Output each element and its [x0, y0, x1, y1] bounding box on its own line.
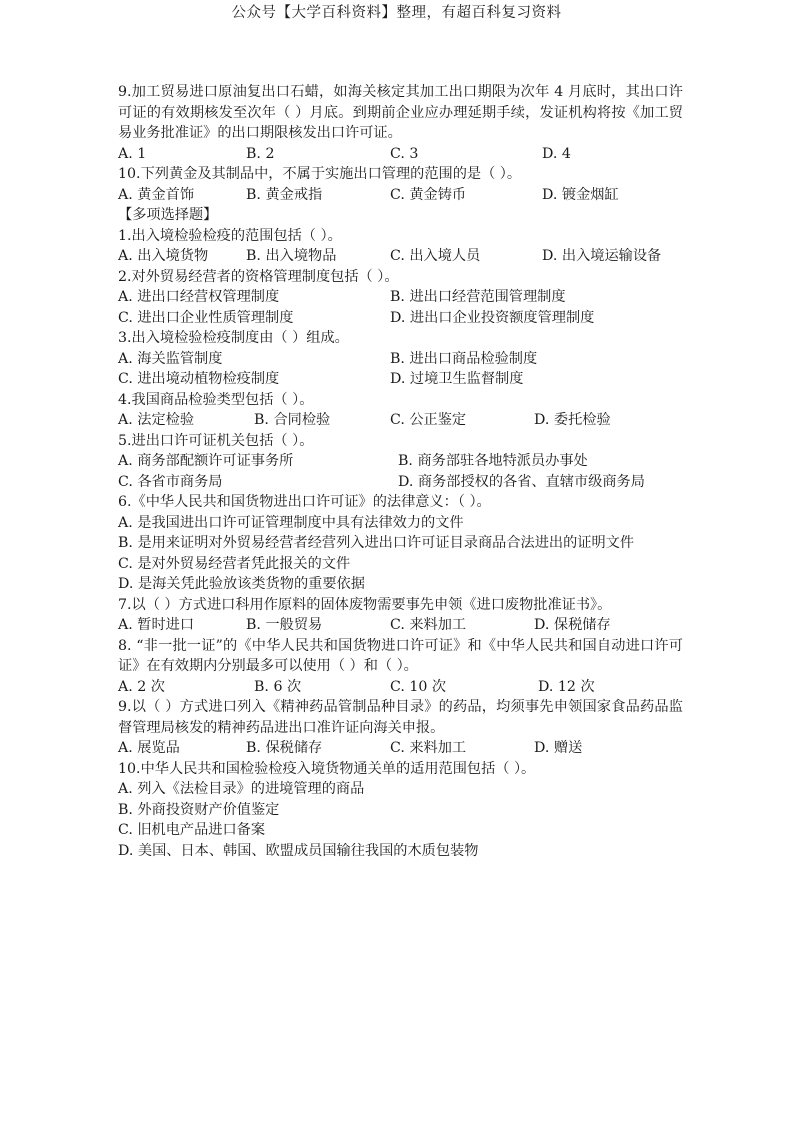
option-a: A. 商务部配额许可证事务所 [118, 453, 294, 469]
option-c: C. 出入境人员 [390, 248, 481, 264]
option-d: D. 保税储存 [534, 617, 611, 633]
option-c: C. 是对外贸易经营者凭此报关的文件 [118, 555, 351, 572]
option-a: A. 2 次 [118, 678, 165, 695]
multi-question-6-stem: 6.《中华人民共和国货物进出口许可证》的法律意义：（ ）。 [118, 494, 491, 510]
option-b: B. 进出口经营范围管理制度 [390, 289, 566, 305]
multi-question-9-stem: 9.以（ ）方式进口列入《精神药品管制品种目录》的药品，均须事先申领国家食品药品监督管理局核发的精神药品进出口准许证向海关申报。 [118, 699, 683, 736]
page-header: 公众号【大学百科资料】整理，有超百科复习资料 [231, 5, 562, 21]
option-d: D. 委托检验 [534, 412, 611, 428]
option-b: B. 出入境物品 [246, 248, 337, 264]
question-9-stem: 9.加工贸易进口原油复出口石蜡，如海关核定其加工出口期限为次年 4 月底时，其出口许可证的有效期核发至次年（ ）月底。到期前企业应办理延期手续，发证机构将按《加工贸易业务批准证》的出口期限核发出口许可证。 [118, 84, 683, 141]
option-c: C. 黄金铸币 [390, 186, 467, 203]
option-d: D. 赠送 [534, 740, 583, 756]
multi-question-4-stem: 4.我国商品检验类型包括（ ）。 [118, 391, 314, 408]
option-b: B. 保税储存 [246, 740, 323, 756]
multi-question-5-options-row1 [118, 451, 683, 472]
option-b: B. 商务部驻各地特派员办事处 [398, 453, 588, 469]
option-d: D. 出入境运输设备 [542, 248, 662, 264]
question-10-options [118, 185, 683, 206]
option-d: D. 是海关凭此验放该类货物的重要依据 [118, 576, 365, 592]
question-content [118, 82, 683, 861]
multi-question-7-options [118, 615, 683, 636]
option-c: C. 各省市商务局 [118, 473, 223, 490]
option-b: B. 进出口商品检验制度 [390, 350, 538, 367]
option-d: D. 进出口企业投资额度管理制度 [390, 309, 595, 326]
option-a: A. 暂时进口 [118, 617, 195, 633]
option-d: D. 镀金烟缸 [542, 186, 619, 203]
option-d: D. 4 [542, 145, 571, 162]
option-b: B. 外商投资财产价值鉴定 [118, 801, 280, 818]
option-a: A. 展览品 [118, 740, 180, 756]
multi-question-9-options [118, 738, 683, 759]
option-a: A. 黄金首饰 [118, 186, 195, 203]
option-a: A. 法定检验 [118, 412, 195, 428]
option-c: C. 3 [390, 145, 419, 162]
option-c: C. 公正鉴定 [390, 412, 467, 428]
option-b: B. 是用来证明对外贸易经营者经营列入进出口许可证目录商品合法进出的证明文件 [118, 535, 635, 551]
multi-question-1-stem: 1.出入境检验检疫的范围包括（ ）。 [118, 227, 342, 244]
option-d: D. 美国、日本、韩国、欧盟成员国输往我国的木质包装物 [118, 842, 479, 859]
question-9-options [118, 144, 683, 165]
multi-question-2-options-row2 [118, 308, 683, 329]
option-d: D. 商务部授权的各省、直辖市级商务局 [398, 473, 645, 490]
option-c: C. 旧机电产品进口备案 [118, 822, 266, 838]
option-a: A. 出入境货物 [118, 248, 209, 264]
multi-question-5-stem: 5.进出口许可证机关包括（ ）。 [118, 432, 314, 449]
multi-question-7-stem: 7.以（ ）方式进口科用作原料的固体废物需要事先申领《进口废物批准证书》。 [118, 596, 612, 613]
option-b: B. 一般贸易 [246, 617, 323, 633]
option-b: B. 6 次 [254, 678, 302, 695]
multi-question-3-stem: 3.出入境检验检疫制度由（ ）组成。 [118, 330, 349, 346]
multi-question-5-options-row2 [118, 472, 683, 493]
section-title: 【多项选择题】 [118, 207, 218, 223]
multi-question-4-options [118, 410, 683, 431]
multi-question-10-stem: 10.中华人民共和国检验检疫入境货物通关单的适用范围包括（ ）。 [118, 760, 536, 777]
option-b: B. 合同检验 [254, 412, 331, 428]
option-a: A. 进出口经营权管理制度 [118, 289, 280, 305]
option-a: A. 1 [118, 145, 147, 162]
option-a: A. 列入《法检目录》的进境管理的商品 [118, 781, 365, 797]
multi-question-1-options [118, 246, 683, 267]
multi-question-2-stem: 2.对外贸易经营者的资格管理制度包括（ ）。 [118, 268, 399, 285]
question-10-stem: 10.下列黄金及其制品中，不属于实施出口管理的范围的是（ ）。 [118, 166, 522, 182]
option-c: C. 进出口企业性质管理制度 [118, 309, 294, 326]
option-b: B. 黄金戒指 [246, 186, 323, 203]
multi-question-2-options-row1 [118, 287, 683, 308]
multi-question-8-options [118, 677, 683, 698]
multi-question-3-options-row1 [118, 349, 683, 370]
option-a: A. 是我国进出口许可证管理制度中具有法律效力的文件 [118, 514, 464, 531]
option-b: B. 2 [246, 145, 275, 162]
multi-question-8-stem: 8. “非一批一证”的《中华人民共和国货物进口许可证》和《中华人民共和国自动进口许可证》在有效期内分别最多可以使用（ ）和（ ）。 [118, 637, 683, 674]
multi-question-3-options-row2 [118, 369, 683, 390]
option-d: D. 过境卫生监督制度 [390, 371, 524, 387]
option-c: C. 进出境动植物检疫制度 [118, 371, 280, 387]
option-c: C. 来料加工 [390, 617, 467, 633]
option-c: C. 来料加工 [390, 740, 467, 756]
option-a: A. 海关监管制度 [118, 350, 223, 367]
option-d: D. 12 次 [538, 678, 595, 695]
option-c: C. 10 次 [390, 678, 447, 695]
